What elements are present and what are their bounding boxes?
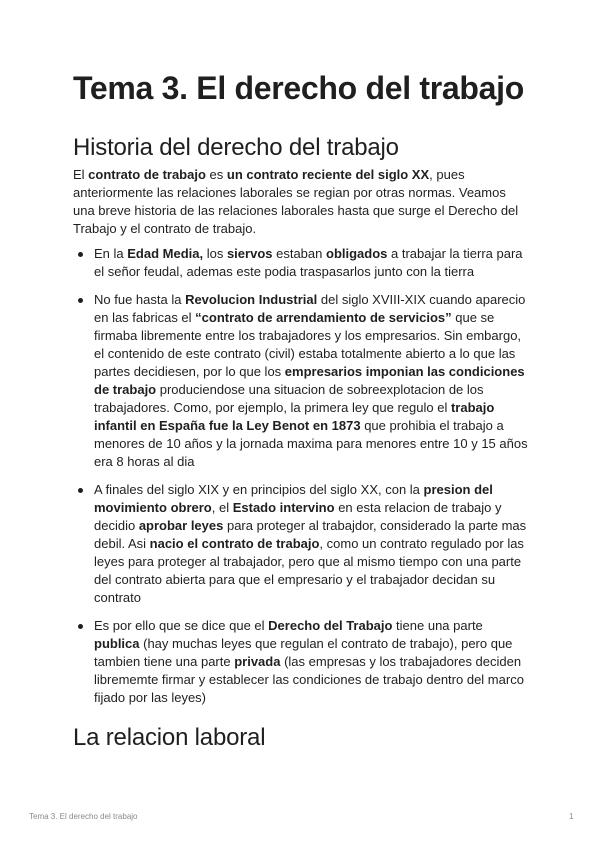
section-heading-relacion-laboral: La relacion laboral	[73, 724, 266, 751]
bold-phrase: obligados	[326, 246, 388, 261]
bold-phrase: siervos	[226, 246, 273, 261]
bold-phrase: contrato de trabajo	[88, 167, 206, 182]
bold-phrase: un contrato reciente del siglo XX	[226, 167, 430, 182]
bullet-edad-media: En la Edad Media, los siervos estaban obligados a trabajar la tierra para el señor feudal, ademas este podia traspasarlos junto con la tierra	[73, 245, 529, 281]
bold-phrase: aprobar leyes	[138, 518, 224, 533]
bold-phrase: nacio el contrato de trabajo	[149, 536, 320, 551]
bullet-derecho-publico-privado: Es por ello que se dice que el Derecho del Trabajo tiene una parte publica (hay muchas leyes que regulan el contrato de trabajo), pero que tambien tiene una parte privada (las empresas y los trabajadores deciden librememte firmar y establecer las condiciones de trabajo dentro del marco fijado por las leyes)	[73, 617, 529, 707]
bold-phrase: Derecho del Trabajo	[268, 618, 393, 633]
section-heading-historia: Historia del derecho del trabajo	[73, 134, 399, 161]
bold-phrase: Edad Media,	[127, 246, 204, 261]
document-title: Tema 3. El derecho del trabajo	[73, 70, 525, 106]
bold-phrase: presion del movimiento obrero	[94, 482, 493, 515]
intro-paragraph: El contrato de trabajo es un contrato reciente del siglo XX, pues anteriormente las relaciones laborales se regian por otras normas. Veamos una breve historia de las relaciones laborales hasta que surge el Derecho del Trabajo y el contrato de trabajo.	[73, 167, 519, 236]
bold-phrase: Revolucion Industrial	[185, 292, 318, 307]
bold-phrase: “contrato de arrendamiento de servicios”	[195, 310, 452, 325]
footer-document-title: Tema 3. El derecho del trabajo	[29, 812, 138, 821]
bullet-movimiento-obrero: A finales del siglo XIX y en principios del siglo XX, con la presion del movimiento obrero, el Estado intervino en esta relacion de trabajo y decidio aprobar leyes para proteger al trabajdor, considerado la parte mas debil. Asi nacio el contrato de trabajo, como un contrato regulado por las leyes para proteger al trabajador, pero que al mismo tiempo con una parte del contrato abierta para que el empresario y el trabajador decidan su contrato	[73, 481, 529, 607]
bold-phrase: empresarios imponian las condiciones de trabajo	[94, 364, 525, 397]
bold-phrase: trabajo infantil en España fue la Ley Benot en 1873	[94, 400, 495, 433]
bullet-revolucion-industrial: No fue hasta la Revolucion Industrial del siglo XVIII-XIX cuando aparecio en las fabricas el “contrato de arrendamiento de servicios” que se firmaba libremente entre los trabajadores y los empresarios. Sin embargo, el contenido de este contrato (civil) estaba totalmente abierto a lo que las partes decidiesen, por lo que los empresarios imponian las condiciones de trabajo produciendose una situacion de sobreexplotacion de los trabajadores. Como, por ejemplo, la primera ley que regulo el trabajo infantil en España fue la Ley Benot en 1873 que prohibia el trabajo a menores de 10 años y la jornada maxima para menores entre 10 y 15 años era 8 horas al dia	[73, 291, 529, 471]
bold-phrase: privada	[234, 654, 281, 669]
history-bullet-list	[73, 245, 529, 717]
bold-phrase: publica	[94, 636, 140, 651]
bold-phrase: Estado intervino	[232, 500, 335, 515]
footer-page-number: 1	[569, 812, 574, 821]
